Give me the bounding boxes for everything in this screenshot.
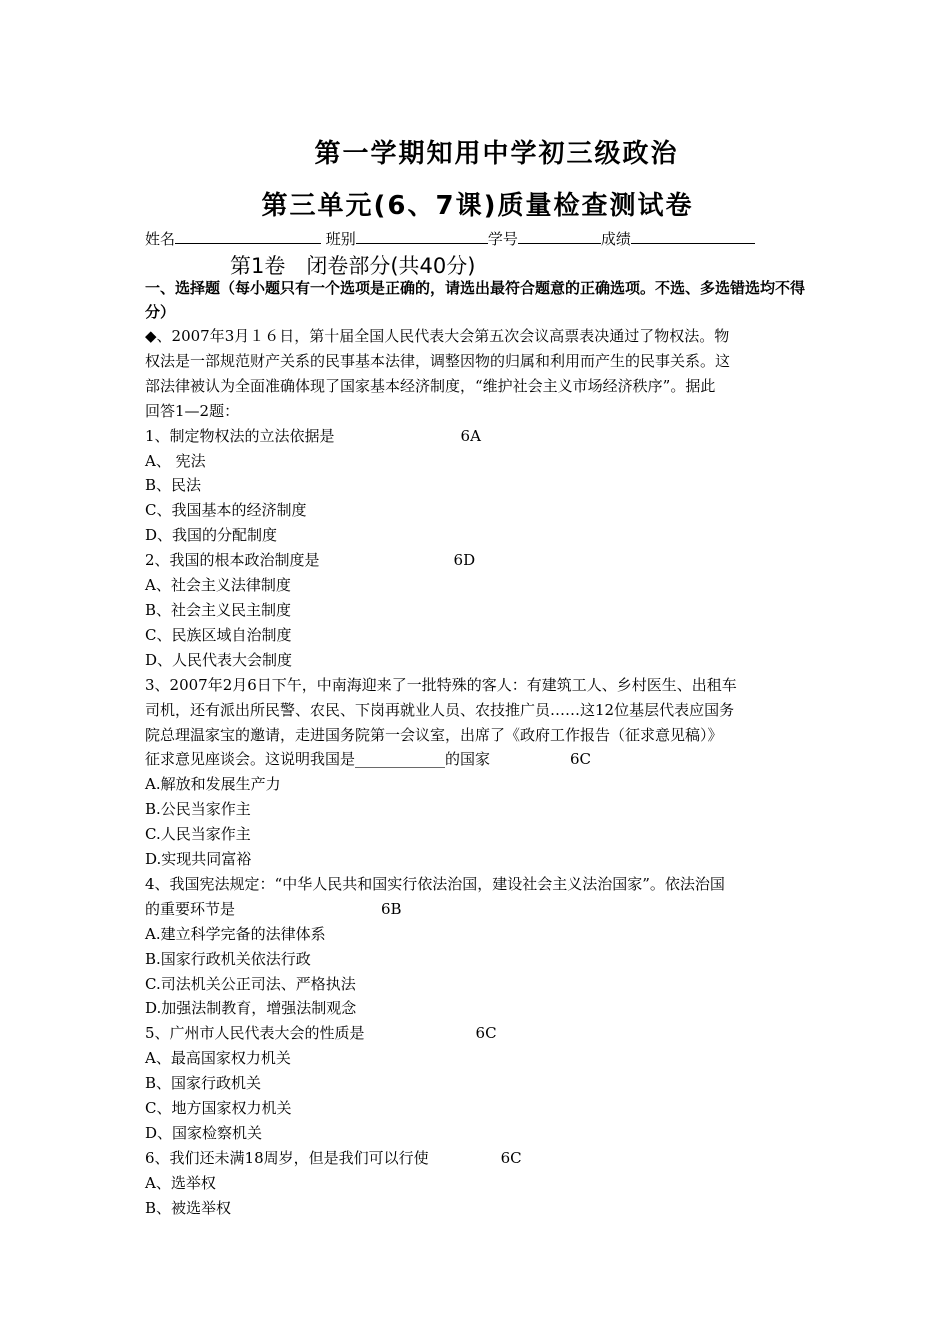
option-item: A、 宪法: [145, 451, 206, 470]
option-item: A.解放和发展生产力: [145, 775, 281, 794]
exam-title-line1: 第一学期知用中学初三级政治: [314, 139, 679, 169]
answer-key: 6C: [500, 1148, 522, 1167]
number-blank[interactable]: [518, 229, 601, 244]
option-item: B、国家行政机关: [145, 1074, 262, 1093]
question-stem: [145, 1146, 810, 1171]
question-text: 6、我们还未满18周岁，但是我们可以行使: [145, 1148, 429, 1167]
question-text: 征求意见座谈会。这说明我国是____________的国家: [145, 750, 491, 769]
option-item: B、社会主义民主制度: [145, 600, 292, 619]
question-text: 院总理温家宝的邀请，走进国务院第一会议室，出席了《政府工作报告（征求意见稿）》: [145, 725, 723, 744]
option-item: C.司法机关公正司法、严格执法: [145, 974, 356, 993]
answer-key: 6A: [460, 426, 481, 445]
question-stem: [145, 1021, 810, 1046]
option-item: D.加强法制教育，增强法制观念: [145, 999, 357, 1018]
option-item: D、国家检察机关: [145, 1124, 263, 1142]
section-heading: 第1卷 闭卷部分(共40分): [230, 254, 476, 278]
answer-key: 6C: [570, 750, 592, 769]
answer-key: 6D: [453, 551, 476, 570]
question-text: 5、广州市人民代表大会的性质是: [145, 1024, 365, 1043]
question-text: 司机，还有派出所民警、农民、下岗再就业人员、农技推广员……这12位基层代表应国务: [145, 700, 735, 719]
option-item: B.公民当家作主: [145, 800, 251, 819]
number-label: 学号: [487, 230, 518, 248]
name-label: 姓名: [145, 230, 176, 248]
option-item: C.人民当家作主: [145, 825, 251, 844]
question-text: 4、我国宪法规定：“中华人民共和国实行依法治国，建设社会主义法治国家”。依法治国: [145, 874, 725, 893]
question-text: 的重要环节是: [145, 899, 236, 918]
passage-line: 回答1—2题：: [145, 401, 240, 420]
question-text: 3、2007年2月6日下午，中南海迎来了一批特殊的客人：有建筑工人、乡村医生、出租车: [145, 675, 737, 694]
option-item: C、地方国家权力机关: [145, 1099, 292, 1118]
passage-line: ◆、2007年3月１６日，第十届全国人民代表大会第五次会议高票表决通过了物权法。物: [145, 327, 730, 345]
exam-content: [145, 324, 810, 1221]
option-item: D、人民代表大会制度: [145, 650, 293, 669]
section-instructions: 一、选择题（每小题只有一个选项是正确的，请选出最符合题意的正确选项。不选、多选错选均不得分）: [145, 279, 806, 321]
option-item: C、民族区域自治制度: [145, 625, 292, 644]
option-item: A.建立科学完备的法律体系: [145, 924, 326, 943]
option-item: A、社会主义法律制度: [145, 576, 291, 595]
answer-key: 6C: [475, 1024, 497, 1043]
name-blank[interactable]: [175, 229, 321, 244]
answer-key: 6B: [381, 899, 402, 918]
question-text: 1、制定物权法的立法依据是: [145, 426, 335, 445]
option-item: D、我国的分配制度: [145, 526, 278, 545]
question-stem: [145, 548, 810, 573]
option-item: B、被选举权: [145, 1198, 232, 1217]
option-item: A、选举权: [145, 1173, 216, 1192]
option-item: A、最高国家权力机关: [145, 1049, 291, 1068]
question-text: 2、我国的根本政治制度是: [145, 551, 320, 570]
option-item: B、民法: [145, 476, 202, 495]
class-blank[interactable]: [356, 229, 488, 244]
option-item: D.实现共同富裕: [145, 850, 252, 869]
question-stem: [145, 424, 810, 449]
passage-line: 权法是一部规范财产关系的民事基本法律，调整因物的归属和利用而产生的民事关系。这: [145, 351, 731, 370]
class-label: 班别: [325, 230, 356, 248]
passage-line: 部法律被认为全面准确体现了国家基本经济制度，“维护社会主义市场经济秩序”。据此: [145, 376, 716, 395]
score-label: 成绩: [600, 230, 631, 248]
score-blank[interactable]: [631, 229, 755, 244]
question-stem: [145, 747, 810, 772]
question-stem: [145, 897, 810, 922]
option-item: B.国家行政机关依法行政: [145, 949, 311, 968]
student-info-row: [145, 228, 755, 249]
exam-title-line2: 第三单元(6、7课)质量检查测试卷: [261, 191, 694, 221]
option-item: C、我国基本的经济制度: [145, 501, 307, 520]
